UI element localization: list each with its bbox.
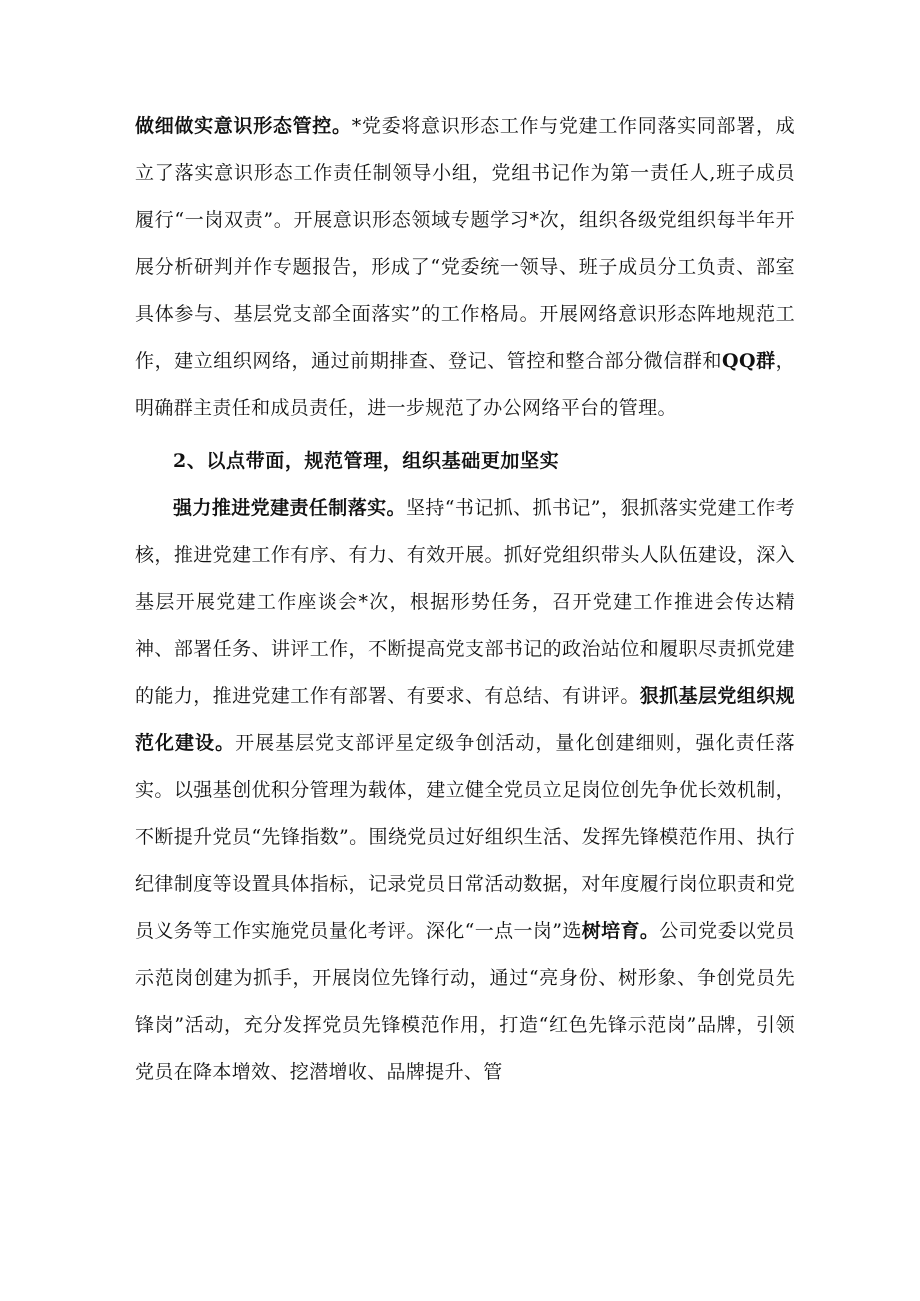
document-body [135, 103, 795, 1096]
lead-phrase: 做细做实意识形态管控。 [135, 115, 352, 137]
paragraph-text: 深化“一点一岗”选 [425, 920, 582, 942]
paragraph-text: 坚持“书记抓、抓书记”，狠抓落实党建工作考核，推进党建工作有序、有力、有效开展。抓好党组织带头人队伍建设，深入基层开展党建工作座谈会*次，根据形势任务，召开党建工作推进会传达精神、部署任务、讲评工作，不断提高党支部书记的政治站位和履职尽责抓党建的能力，推进党建工作有部署、有要求、有总结、有讲评。 [135, 497, 796, 707]
paragraph-ideology-control [135, 103, 795, 432]
lead-phrase-3: 树培育。 [581, 920, 660, 942]
section-heading: 2、以点带面，规范管理，组织基础更加坚实 [173, 450, 560, 472]
paragraph-text: *党委将意识形态工作与党建工作同落实同部署，成立了落实意识形态工作责任制领导小组，党组书记作为第一责任人,班子成员履行“一岗双责”。开展意识形态领域专题学习*次，组织各级党组织每半年开展分析研判并作专题报告，形成了“党委统一领导、班子成员分工负责、部室具体参与、基层党支部全面落实”的工作格局。开展网络意识形态阵地规范工作，建立组织网络，通过前期排查、登记、管控和整合部分微信群和 [135, 115, 795, 372]
paragraph-text: ，明确群主责任和成员责任，进一步规范了办公网络平台的管理。 [135, 350, 795, 419]
lead-phrase-2: 狠抓基层党组织规范化建设。 [135, 685, 795, 754]
paragraph-text: 公司党委以党员示范岗创建为抓手，开展岗位先锋行动，通过“亮身份、树形象、争创党员先锋岗”活动，充分发挥党员先锋模范作用，打造“红色先锋示范岗”品牌，引领党员在降本增效、挖潜增收、品牌提升、管 [135, 920, 795, 1083]
bold-term: QQ群 [722, 350, 776, 372]
lead-phrase: 强力推进党建责任制落实。 [173, 497, 406, 519]
paragraph-party-responsibility [135, 485, 795, 1096]
paragraph-text: 开展基层党支部评星定级争创活动，量化创建细则，强化责任落实。以强基创优积分管理为载体，建立健全党员立足岗位创先争优长效机制，不断提升党员“先锋指数”。围绕党员过好组织生活、发挥先锋模范作用、执行纪律制度等设置具体指标，记录党员日常活动数据，对年度履行岗位职责和党员义务等工作实施党员量化考评。 [135, 732, 795, 942]
